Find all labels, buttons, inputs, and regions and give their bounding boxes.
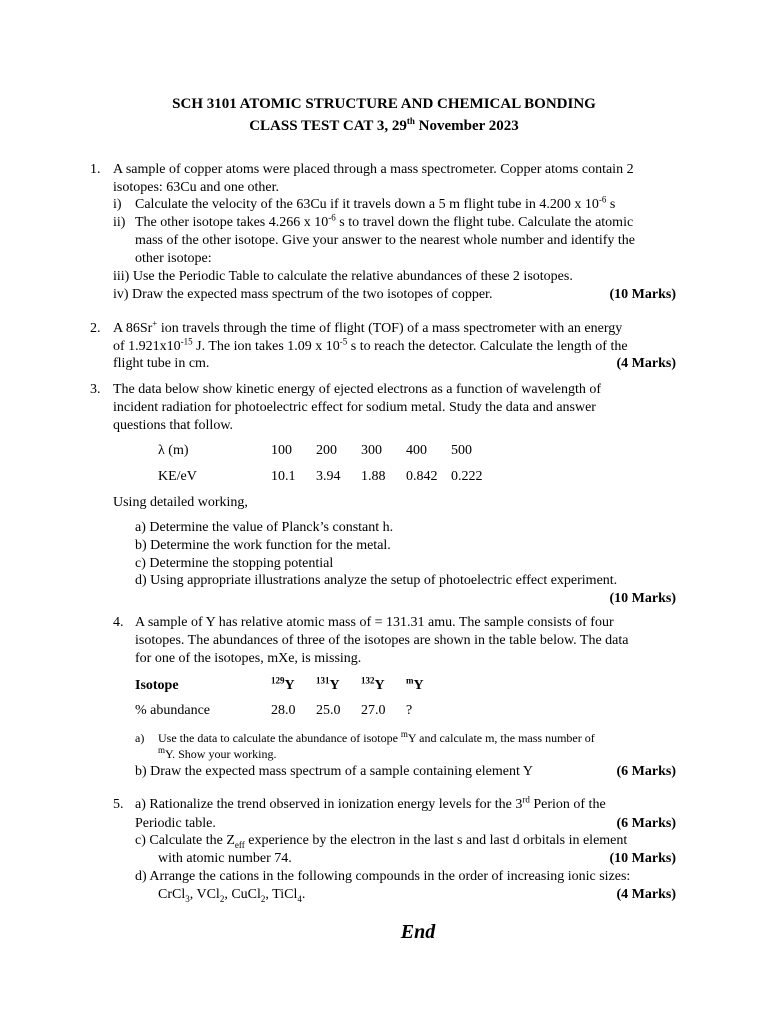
table-header: $^m$Y xyxy=(406,675,424,693)
marks-label: (6 Marks) xyxy=(616,816,676,831)
sub-question-text: Periodic table. xyxy=(135,816,216,831)
sub-question-text: other isotope: xyxy=(135,251,212,266)
table-header: $^{129}$Y xyxy=(271,675,295,693)
question-text: The data below show kinetic energy of ejected electrons as a function of wavelength of xyxy=(113,382,602,397)
exam-subtitle: CLASS TEST CAT 3, 29th November 2023 xyxy=(249,116,519,134)
marks-label: (10 Marks) xyxy=(609,287,676,302)
question-text: flight tube in cm. xyxy=(113,356,210,371)
table-header: Isotope xyxy=(135,678,179,693)
table-row-label: % abundance xyxy=(135,703,211,718)
sub-question-iv: iv) Draw the expected mass spectrum of the two isotopes of copper. xyxy=(113,287,493,302)
marks-label: (6 Marks) xyxy=(616,764,676,779)
question-text: incident radiation for photoelectric effect for sodium metal. Study the data and answer xyxy=(113,400,596,415)
question-text: A sample of copper atoms were placed through a mass spectrometer. Copper atoms contain 2 xyxy=(113,162,634,177)
table-cell: 100 xyxy=(271,443,292,458)
table-header: $^{131}$Y xyxy=(316,675,340,693)
question-text: isotopes. The abundances of three of the isotopes are shown in the table below. The data xyxy=(135,633,629,648)
table-cell: 3.94 xyxy=(316,469,341,484)
question-text: for one of the isotopes, mXe, is missing. xyxy=(135,651,362,666)
sub-question-text: mass of the other isotope. Give your answer to the nearest whole number and identify the xyxy=(135,233,635,248)
sub-question-b: b) Determine the work function for the metal. xyxy=(135,538,391,553)
table-cell: 0.842 xyxy=(406,469,438,484)
question-number: 5. xyxy=(113,797,124,812)
table-cell: 1.88 xyxy=(361,469,386,484)
marks-label: (4 Marks) xyxy=(616,887,676,902)
sub-question-iii: iii) Use the Periodic Table to calculate the relative abundances of these 2 isotopes. xyxy=(113,269,573,284)
compound-list: CrCl$_3$, VCl$_2$, CuCl$_2$, TiCl$_4$. xyxy=(158,887,306,904)
question-number: 4. xyxy=(113,615,124,630)
sub-question-a: a) Rationalize the trend observed in ionization energy levels for the 3rd Perion of the xyxy=(135,794,606,812)
sub-question-a: a) Use the data to calculate the abundance of isotope $^m$Y and calculate m, the mass number of xyxy=(135,729,595,745)
table-cell: ? xyxy=(406,703,413,718)
table-cell: 300 xyxy=(361,443,382,458)
table-cell: 400 xyxy=(406,443,427,458)
question-text: Using detailed working, xyxy=(113,495,248,510)
table-cell: 28.0 xyxy=(271,703,296,718)
sub-question-text: $^m$Y. Show your working. xyxy=(158,745,277,761)
end-label: End xyxy=(400,921,436,943)
table-cell: 0.222 xyxy=(451,469,483,484)
question-number: 1. xyxy=(90,162,101,177)
sub-question-b: b) Draw the expected mass spectrum of a sample containing element Y xyxy=(135,764,533,779)
sub-question-d: d) Arrange the cations in the following compounds in the order of increasing ionic sizes: xyxy=(135,869,631,884)
sub-question-a: a) Determine the value of Planck’s constant h. xyxy=(135,520,394,535)
table-cell: 27.0 xyxy=(361,703,386,718)
sub-question-ii: ii) The other isotope takes 4.266 x $10^{-6}$ s to travel down the flight tube. Calculate the atomic xyxy=(113,212,634,230)
question-number: 3. xyxy=(90,382,101,397)
table-header: $^{132}$Y xyxy=(361,675,385,693)
question-text: of $1.921x10^{-15}$ J. The ion takes 1.09 x $10^{-5}$ s to reach the detector. Calculate the length of the xyxy=(113,336,628,354)
marks-label: (10 Marks) xyxy=(609,591,676,606)
table-row-label: λ (m) xyxy=(158,443,189,458)
table-cell: 10.1 xyxy=(271,469,296,484)
sub-question-i: i) Calculate the velocity of the 63Cu if it travels down a 5 m flight tube in 4.200 x $10^{-6}$ s xyxy=(113,194,616,212)
question-text: A sample of Y has relative atomic mass of = 131.31 amu. The sample consists of four xyxy=(135,615,614,630)
question-number: 2. xyxy=(90,321,101,336)
sub-question-c: c) Determine the stopping potential xyxy=(135,556,334,571)
sub-question-d: d) Using appropriate illustrations analyze the setup of photoelectric effect experiment. xyxy=(135,573,618,588)
exam-title: SCH 3101 ATOMIC STRUCTURE AND CHEMICAL BONDING xyxy=(172,96,596,112)
table-cell: 500 xyxy=(451,443,472,458)
marks-label: (4 Marks) xyxy=(616,356,676,371)
question-text: isotopes: 63Cu and one other. xyxy=(113,180,280,195)
marks-label: (10 Marks) xyxy=(609,851,676,866)
question-text: questions that follow. xyxy=(113,418,234,433)
sub-question-c: c) Calculate the $Z_{eff}$ experience by the electron in the last s and last d orbitals in element xyxy=(135,833,628,850)
table-cell: 200 xyxy=(316,443,337,458)
table-cell: 25.0 xyxy=(316,703,341,718)
question-text: A 86Sr+ ion travels through the time of flight (TOF) of a mass spectrometer with an energy xyxy=(113,318,623,336)
sub-question-text: with atomic number 74. xyxy=(158,851,292,866)
table-row-label: KE/eV xyxy=(158,469,197,484)
